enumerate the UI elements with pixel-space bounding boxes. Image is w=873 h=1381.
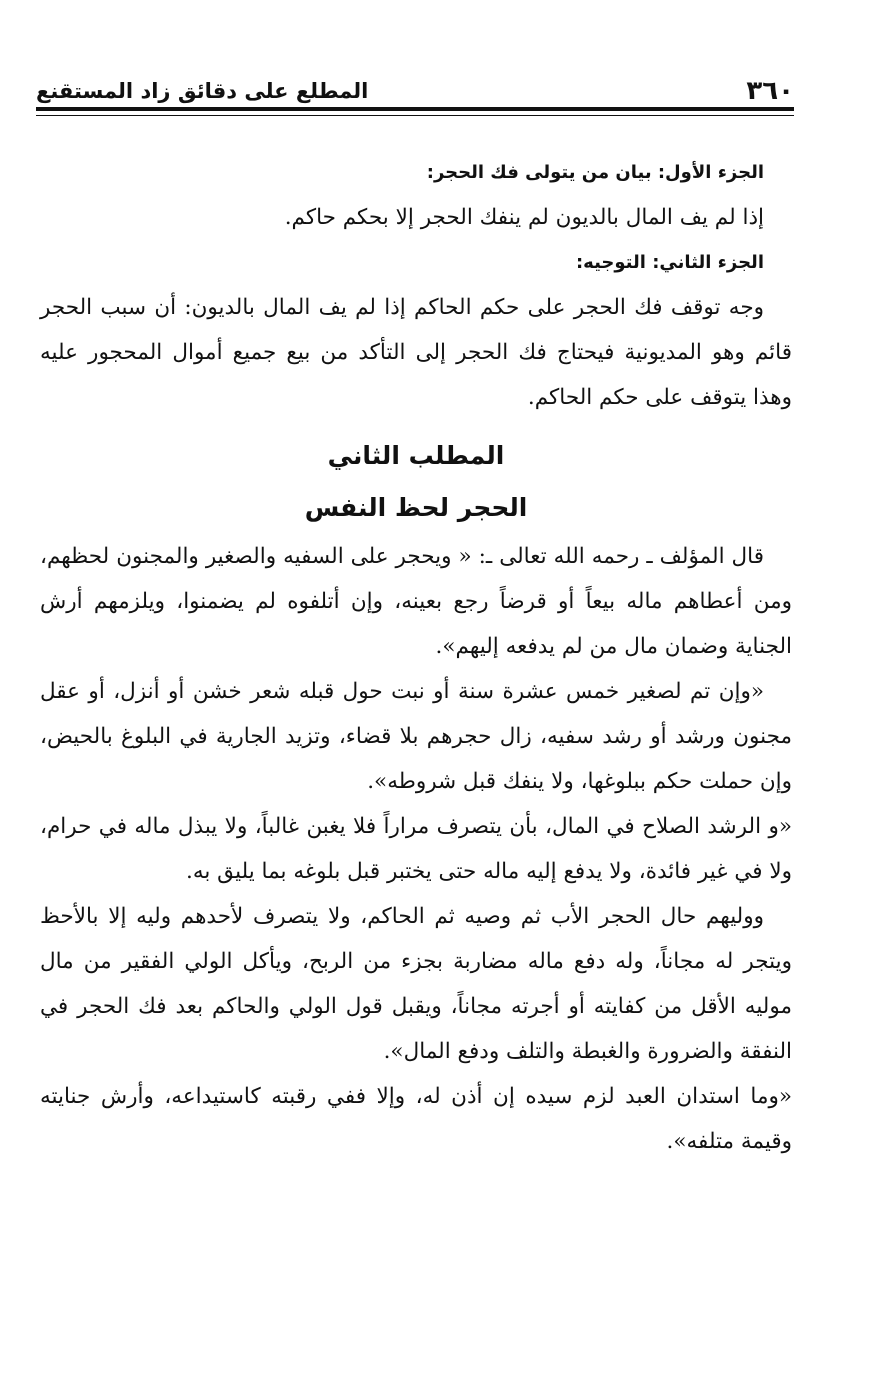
page-header <box>36 66 794 106</box>
part2-text: وجه توقف فك الحجر على حكم الحاكم إذا لم يف المال بالديون: أن سبب الحجر قائم وهو المديونية فيحتاج فك الحجر إلى التأكد من بيع جميع أموال المحجور عليه وهذا يتوقف على حكم الحاكم. <box>40 295 792 410</box>
section-subtitle: الحجر لحظ النفس <box>304 493 528 522</box>
paragraph-1: قال المؤلف ـ رحمه الله تعالى ـ: « ويحجر على السفيه والصغير والمجنون لحظهم، ومن أعطاهم ماله بيعاً أو قرضاً رجع بعينه، وإن أتلفوه لم يضمنوا، ويلزمهم أرش الجناية وضمان مال من لم يدفعه إليهم». <box>40 544 792 659</box>
paragraph-4: ووليهم حال الحجر الأب ثم وصيه ثم الحاكم، ولا يتصرف لأحدهم وليه إلا بالأحظ ويتجر له مجاناً، وله دفع ماله مضاربة بجزء من الربح، ويأكل الولي الفقير من مال موليه الأقل من كفايته أو أجرته مجاناً، ويقبل قول الولي والحاكم بعد فك الحجر في النفقة والضرورة والغبطة والتلف ودفع المال». <box>40 904 792 1064</box>
page-number: ٣٦٠ <box>746 76 794 106</box>
header-rule-thin <box>36 115 794 116</box>
part1-heading: الجزء الأول: بيان من يتولى فك الحجر: <box>426 162 764 183</box>
section-title: المطلب الثاني <box>327 441 505 470</box>
paragraph-2: «وإن تم لصغير خمس عشرة سنة أو نبت حول قبله شعر خشن أو أنزل، أو عقل مجنون ورشد أو رشد سفيه، زال حجرهم بلا قضاء، وتزيد الجارية في البلوغ بالحيض، وإن حملت حكم ببلوغها، ولا ينفك قبل شروطه». <box>40 679 792 794</box>
page-body <box>40 150 792 1164</box>
part2-heading: الجزء الثاني: التوجيه: <box>575 252 764 273</box>
header-rule-thick <box>36 107 794 111</box>
paragraph-5: «وما استدان العبد لزم سيده إن أذن له، وإلا ففي رقبته كاستيداعه، وأرش جنايته وقيمة متلفه». <box>40 1084 792 1154</box>
paragraph-3: «و الرشد الصلاح في المال، بأن يتصرف مراراً فلا يغبن غالباً، ولا يبذل ماله في حرام، ولا في غير فائدة، ولا يدفع إليه ماله حتى يختبر قبل بلوغه بما يليق به. <box>40 814 792 884</box>
running-title: المطلع على دقائق زاد المستقنع <box>36 79 369 103</box>
part1-text: إذا لم يف المال بالديون لم ينفك الحجر إلا بحكم حاكم. <box>284 205 764 230</box>
